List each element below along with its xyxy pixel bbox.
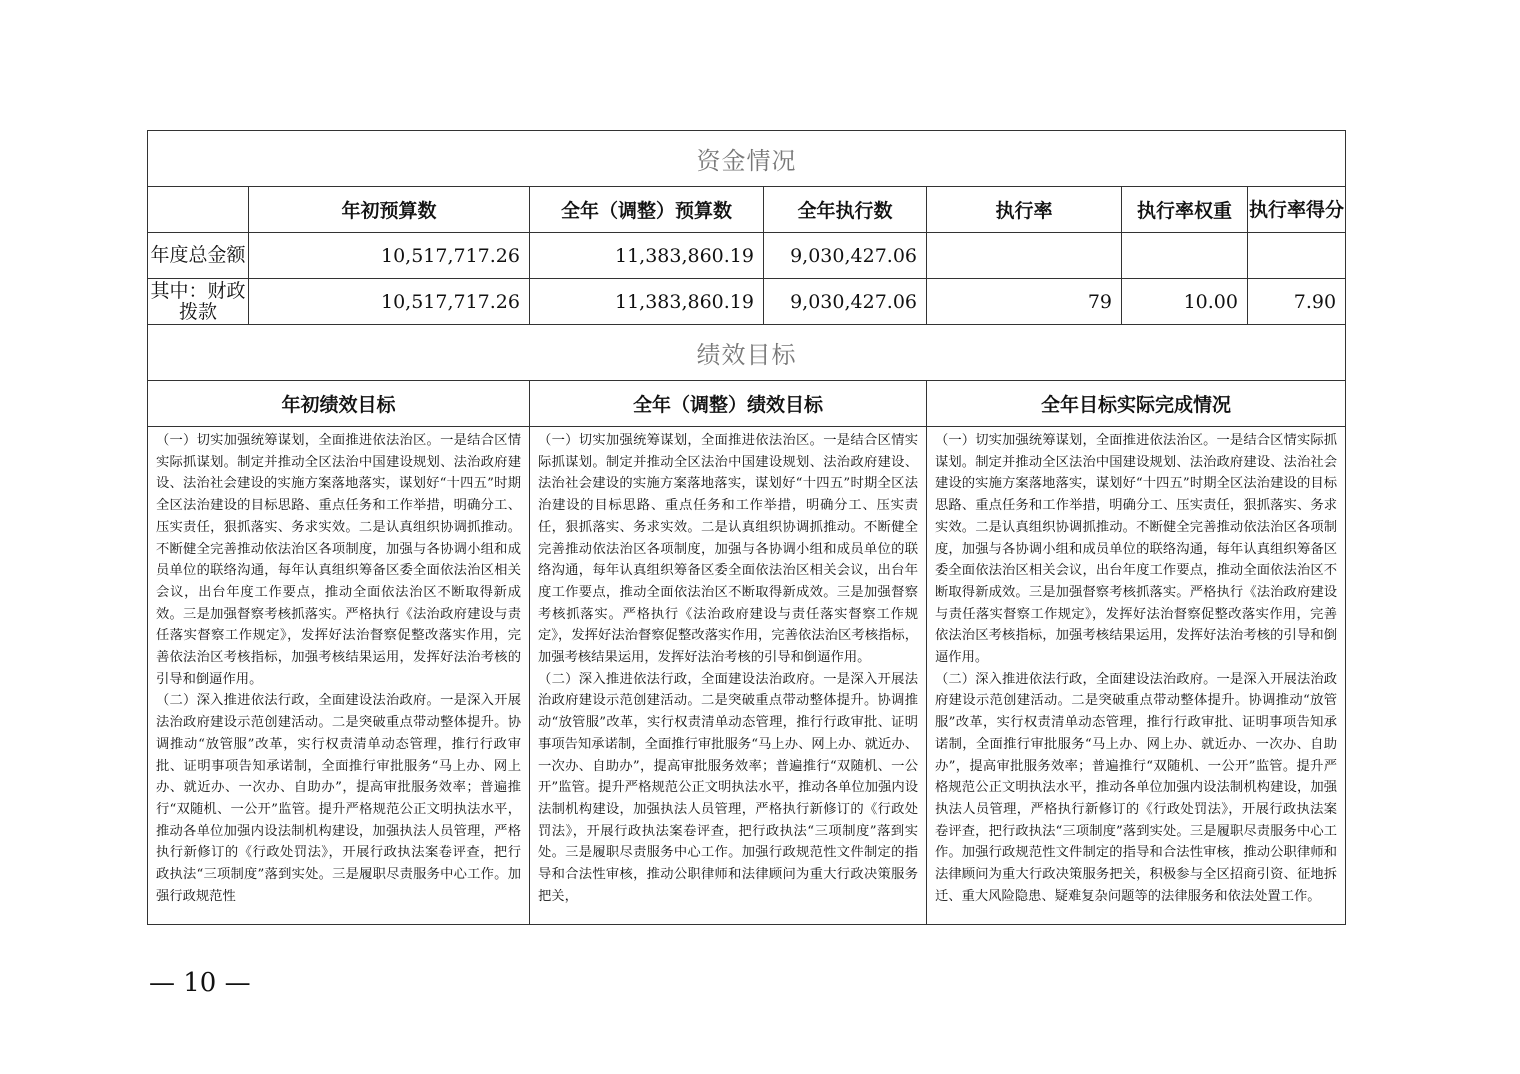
cell-value xyxy=(1248,233,1346,279)
paragraph: （二）深入推进依法行政，全面建设法治政府。一是深入开展法治政府建设示范创建活动。二是突破重点带动整体提升。协调推动“放管服”改革，实行权责清单动态管理，推行行政审批、证明事项告知承诺制，全面推行审批服务“马上办、网上办、就近办、一次办、自助办”，提高审批服务效率；普遍推行“双随机、一公开”监管。提升严格规范公正文明执法水平，推动各单位加强内设法制机构建设，加强执法人员管理，严格执行新修订的《行政处罚法》，开展行政执法案卷评查，把行政执法“三项制度”落到实处。三是履职尽责服务中心工作。加强行政规范性文件制定的指导和合法性审核，推动公职律师和法律顾问为重大行政决策服务把关，积极参与全区招商引资、征地拆迁、重大风险隐患、疑难复杂问题等的法律服务和依法处置工作。 xyxy=(935,671,1338,904)
header-adjusted-goals: 全年（调整）绩效目标 xyxy=(530,381,927,427)
row-label-total: 年度总金额 xyxy=(148,233,249,279)
table-row xyxy=(148,279,1346,325)
adjusted-goals-text xyxy=(530,427,927,925)
cell-value: 7.90 xyxy=(1248,279,1346,325)
header-annual-execution: 全年执行数 xyxy=(764,187,927,233)
table-row xyxy=(148,233,1346,279)
cell-value: 10.00 xyxy=(1122,279,1248,325)
funds-section-title: 资金情况 xyxy=(148,131,1346,187)
header-initial-budget: 年初预算数 xyxy=(249,187,530,233)
funds-header-empty xyxy=(148,187,249,233)
cell-value: 79 xyxy=(927,279,1122,325)
initial-goals-text xyxy=(148,427,530,925)
header-execution-rate: 执行率 xyxy=(927,187,1122,233)
cell-value: 9,030,427.06 xyxy=(764,233,927,279)
page-number: — 10 — xyxy=(149,968,251,998)
paragraph: （一）切实加强统筹谋划，全面推进依法治区。一是结合区情实际抓谋划。制定并推动全区法治中国建设规划、法治政府建设、法治社会建设的实施方案落地落实，谋划好“十四五”时期全区法治建设的目标思路、重点任务和工作举措，明确分工、压实责任，狠抓落实、务求实效。二是认真组织协调抓推动。不断健全完善推动依法治区各项制度，加强与各协调小组和成员单位的联络沟通，每年认真组织筹备区委全面依法治区相关会议，出台年度工作要点，推动全面依法治区不断取得新成效。三是加强督察考核抓落实。严格执行《法治政府建设与责任落实督察工作规定》，发挥好法治督察促整改落实作用，完善依法治区考核指标，加强考核结果运用，发挥好法治考核的引导和倒逼作用。 xyxy=(156,433,521,687)
cell-value: 10,517,717.26 xyxy=(249,233,530,279)
header-initial-goals: 年初绩效目标 xyxy=(148,381,530,427)
paragraph: （二）深入推进依法行政，全面建设法治政府。一是深入开展法治政府建设示范创建活动。二是突破重点带动整体提升。协调推动“放管服”改革，实行权责清单动态管理，推行行政审批、证明事项告知承诺制，全面推行审批服务“马上办、网上办、就近办、一次办、自助办”，提高审批服务效率；普遍推行“双随机、一公开”监管。提升严格规范公正文明执法水平，推动各单位加强内设法制机构建设，加强执法人员管理，严格执行新修订的《行政处罚法》，开展行政执法案卷评查，把行政执法“三项制度”落到实处。三是履职尽责服务中心工作。加强行政规范性 xyxy=(156,693,521,904)
header-adjusted-budget: 全年（调整）预算数 xyxy=(530,187,764,233)
cell-value xyxy=(927,233,1122,279)
paragraph: （一）切实加强统筹谋划，全面推进依法治区。一是结合区情实际抓谋划。制定并推动全区法治中国建设规划、法治政府建设、法治社会建设的实施方案落地落实，谋划好“十四五”时期全区法治建设的目标思路、重点任务和工作举措，明确分工、压实责任，狠抓落实、务求实效。二是认真组织协调抓推动。不断健全完善推动依法治区各项制度，加强与各协调小组和成员单位的联络沟通，每年认真组织筹备区委全面依法治区相关会议，出台年度工作要点，推动全面依法治区不断取得新成效。三是加强督察考核抓落实。严格执行《法治政府建设与责任落实督察工作规定》，发挥好法治督察促整改落实作用，完善依法治区考核指标，加强考核结果运用，发挥好法治考核的引导和倒逼作用。 xyxy=(538,433,918,666)
header-rate-weight: 执行率权重 xyxy=(1122,187,1248,233)
paragraph: （二）深入推进依法行政，全面建设法治政府。一是深入开展法治政府建设示范创建活动。二是突破重点带动整体提升。协调推动“放管服”改革，实行权责清单动态管理，推行行政审批、证明事项告知承诺制，全面推行审批服务“马上办、网上办、就近办、一次办、自助办”，提高审批服务效率；普遍推行“双随机、一公开”监管。提升严格规范公正文明执法水平，推动各单位加强内设法制机构建设，加强执法人员管理，严格执行新修订的《行政处罚法》，开展行政执法案卷评查，把行政执法“三项制度”落到实处。三是履职尽责服务中心工作。加强行政规范性文件制定的指导和合法性审核，推动公职律师和法律顾问为重大行政决策服务把关， xyxy=(538,671,918,904)
cell-value: 11,383,860.19 xyxy=(530,233,764,279)
header-actual-completion: 全年目标实际完成情况 xyxy=(927,381,1346,427)
actual-completion-text xyxy=(927,427,1346,925)
cell-value: 11,383,860.19 xyxy=(530,279,764,325)
cell-value: 9,030,427.06 xyxy=(764,279,927,325)
cell-value: 10,517,717.26 xyxy=(249,279,530,325)
cell-value xyxy=(1122,233,1248,279)
header-rate-score: 执行率得分 xyxy=(1248,187,1346,233)
paragraph: （一）切实加强统筹谋划，全面推进依法治区。一是结合区情实际抓谋划。制定并推动全区法治中国建设规划、法治政府建设、法治社会建设的实施方案落地落实，谋划好“十四五”时期全区法治建设的目标思路、重点任务和工作举措，明确分工、压实责任，狠抓落实、务求实效。二是认真组织协调抓推动。不断健全完善推动依法治区各项制度，加强与各协调小组和成员单位的联络沟通，每年认真组织筹备区委全面依法治区相关会议，出台年度工作要点，推动全面依法治区不断取得新成效。三是加强督察考核抓落实。严格执行《法治政府建设与责任落实督察工作规定》，发挥好法治督察促整改落实作用，完善依法治区考核指标，加强考核结果运用，发挥好法治考核的引导和倒逼作用。 xyxy=(935,433,1338,666)
row-label-fiscal: 其中：财政拨款 xyxy=(148,279,249,325)
performance-table xyxy=(147,130,1346,925)
goals-section-title: 绩效目标 xyxy=(148,325,1346,381)
